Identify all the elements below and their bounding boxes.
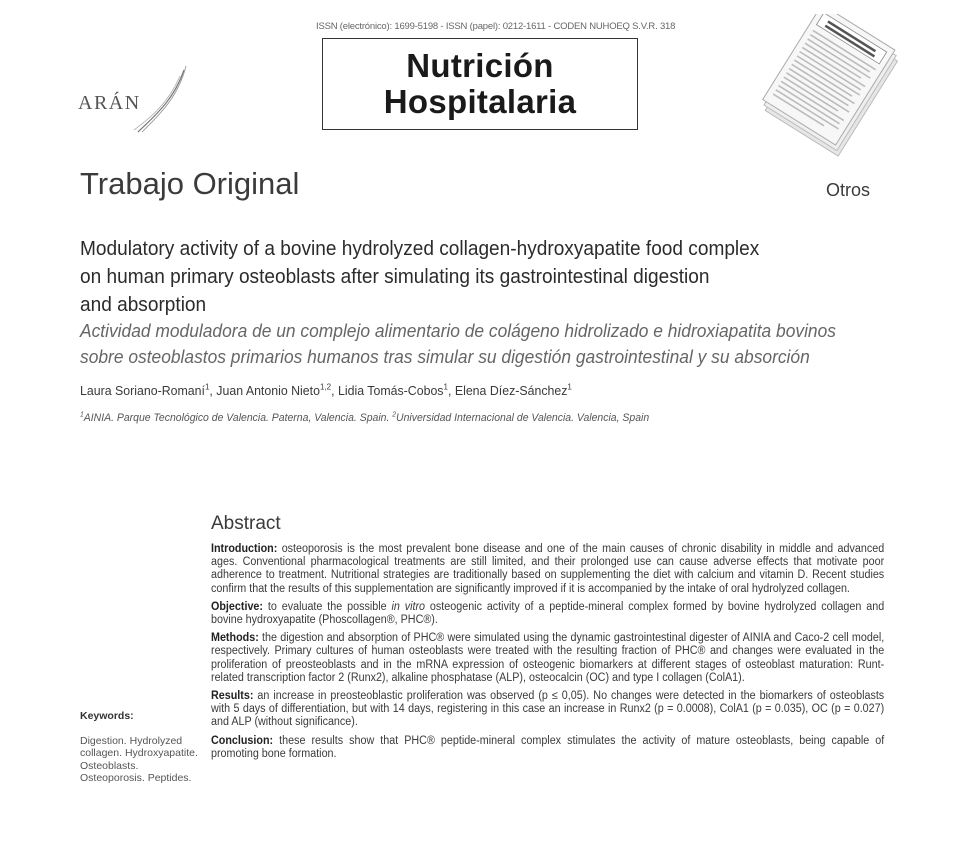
author-affiliation-mark: 1: [567, 381, 572, 392]
abstract-results: [211, 690, 884, 730]
publisher-logo: [78, 62, 190, 134]
objective-text: osteogenic activity of a peptide-mineral complex formed by bovine hydrolyzed collagen and bovine hydroxyapatite (Phoscollagen®, PHC®).: [211, 600, 885, 627]
keywords-label: Keywords:: [80, 710, 134, 722]
conclusion-label: Conclusion:: [211, 734, 274, 747]
article-title-es: [80, 318, 888, 370]
abstract-methods: [211, 632, 884, 685]
results-label: Results:: [211, 690, 254, 703]
journal-cover-image: [742, 14, 912, 164]
section-category: Otros: [826, 180, 871, 200]
title-es-line: Actividad moduladora de un complejo alimentario de colágeno hidrolizado e hidroxiapatita bovinos: [80, 320, 836, 341]
introduction-label: Introduction:: [211, 543, 278, 555]
issn-line: ISSN (electrónico): 1699-5198 - ISSN (papel): 0212-1611 - CODEN NUHOEQ S.V.R. 318: [316, 21, 676, 32]
author-list: Laura Soriano-Romaní$^1$, Juan Antonio Nieto$^{1,2}$, Lidia Tomás-Cobos$^1$, Elena Díez-Sánchez$^1$: [80, 381, 572, 398]
author-name: Laura Soriano-Romaní: [80, 383, 205, 398]
author-affiliation-mark: 1: [204, 381, 210, 392]
abstract-objective: [211, 601, 884, 627]
author-name: Lidia Tomás-Cobos: [337, 383, 444, 398]
journal-name-line1: Nutrición: [406, 47, 554, 84]
affiliation-number: 1: [80, 410, 84, 419]
keywords-text: Digestion. Hydrolyzed collagen. Hydroxyapatite. Osteoblasts. Osteoporosis. Peptides.: [80, 735, 198, 785]
results-text: an increase in preosteoblastic proliferation was observed (p ≤ 0,05). No changes were detected in the biomarkers of osteoblasts with 5 days of differentiation, but with 14 days, registering in this case an increase in Runx2 (p = 0.0008), ColA1 (p = 0.035), OC (p = 0.027) and ALP (without significance).: [211, 690, 885, 729]
title-en-line: on human primary osteoblasts after simulating its gastrointestinal digestion: [80, 265, 710, 288]
objective-text: to evaluate the possible: [262, 600, 392, 613]
affiliation-number: 2: [392, 410, 397, 419]
author-name: Juan Antonio Nieto: [216, 383, 320, 398]
methods-label: Methods:: [211, 632, 259, 645]
title-es-line: sobre osteoblastos primarios humanos tras simular su digestión gastrointestinal y su absorción: [80, 346, 810, 367]
abstract-heading: Abstract: [211, 513, 281, 534]
objective-emphasis: in vitro: [391, 600, 426, 613]
affiliation-text: Universidad Internacional de Valencia. Valencia, Spain: [396, 412, 650, 424]
introduction-text: osteoporosis is the most prevalent bone disease and one of the main causes of chronic disability in middle and advanced ages. Conventional pharmacological treatments are still limited, and their prolonged use can cause adverse effects that motivate poor adherence to treatment. Nutritional strategies are traditionally based on supplementing the diet with calcium and vitamin D. Recent studies confirm that the results of this supplementation are significantly improved if it is accompanied by the intake of oral hydrolyzed collagen.: [211, 543, 885, 595]
abstract-conclusion: [211, 735, 884, 761]
conclusion-text: these results show that PHC® peptide-mineral complex stimulates the activity of mature osteoblasts, being capable of promoting bone formation.: [211, 734, 885, 760]
journal-name-line2: Hospitalaria: [383, 83, 577, 120]
affiliations: [80, 412, 649, 424]
author-affiliation-mark: 1: [443, 381, 448, 392]
section-title: Trabajo Original: [80, 166, 300, 201]
publisher-logo-text: ARÁN: [78, 92, 141, 114]
objective-label: Objective:: [211, 600, 263, 613]
title-en-line: Modulatory activity of a bovine hydrolyzed collagen-hydroxyapatite food complex: [80, 237, 760, 260]
abstract-introduction: [211, 543, 884, 596]
abstract-body: [211, 543, 884, 766]
author-affiliation-mark: 1,2: [319, 381, 332, 392]
methods-text: the digestion and absorption of PHC® were simulated using the dynamic gastrointestinal digester of AINIA and Caco-2 cell model, respectively. Primary cultures of human osteoblasts were treated with the resulting fraction of PHC® and changes were evaluated in the proliferation of preosteoblasts and in the mRNA expression of osteogenic biomarkers at different stages of osteoblast maturation: Runt-related transcription factor 2 (Runx2), alkaline phosphatase (ALP), osteocalcin (OC) and type I collagen (ColA1).: [211, 632, 885, 684]
affiliation-text: AINIA. Parque Tecnológico de Valencia. Paterna, Valencia. Spain.: [83, 412, 393, 424]
title-en-line: and absorption: [80, 293, 207, 316]
journal-masthead: [322, 38, 638, 130]
author-name: Elena Díez-Sánchez: [454, 383, 568, 398]
article-title-en: [80, 235, 805, 319]
